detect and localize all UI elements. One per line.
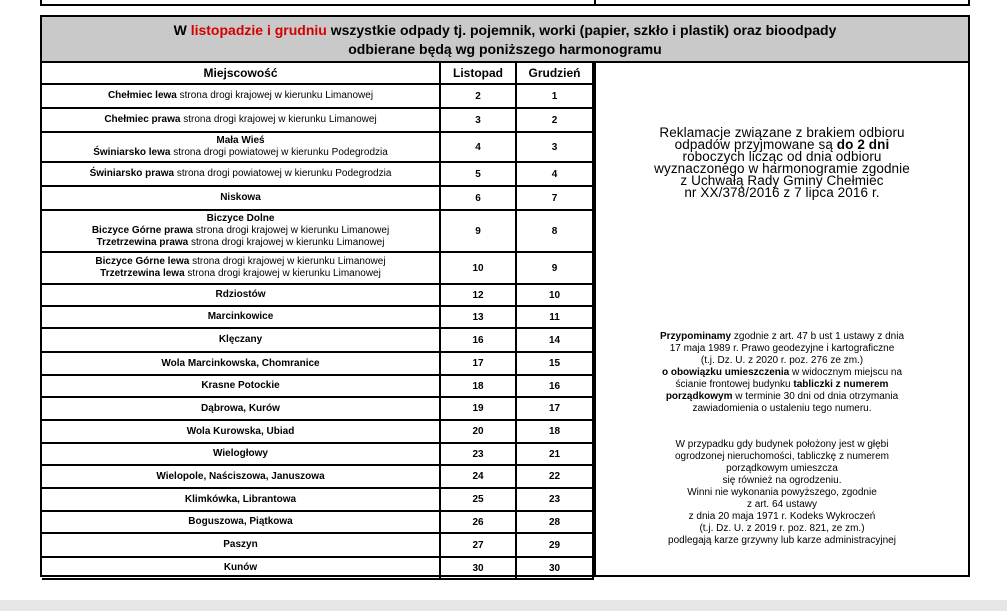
place-line (45, 562, 436, 574)
header-line-2: odbierane będą wg poniższego harmonogramu (348, 41, 662, 57)
table-row (42, 252, 593, 284)
place-line (45, 311, 436, 323)
reminder-line (596, 331, 968, 343)
december-day-cell: 15 (516, 352, 593, 375)
november-day-cell: 16 (440, 328, 516, 352)
place-name: Kunów (223, 562, 258, 573)
table-row (42, 557, 593, 579)
table-row (42, 465, 593, 488)
table-row (42, 108, 593, 132)
place-name: Trzetrzewina prawa (96, 237, 189, 248)
text: ogrodzonej nieruchomości, tabliczkę z numerem (675, 451, 889, 462)
place-line (45, 380, 436, 392)
place-description: strona drogi krajowej w kierunku Limanowej (180, 114, 377, 125)
december-day-cell: 3 (516, 132, 593, 162)
december-day-cell: 7 (516, 186, 593, 210)
table-row (42, 328, 593, 352)
reminder-line (596, 403, 968, 415)
table-body (42, 84, 593, 579)
place-description: strona drogi krajowej w kierunku Limanowej (176, 90, 374, 101)
place-line (45, 168, 436, 180)
bold-text: tabliczki z numerem (793, 379, 889, 390)
place-name: Biczyce Górne prawa (91, 225, 193, 236)
december-day-cell: 30 (516, 557, 593, 579)
header-highlight-months: listopadzie i grudniu (190, 22, 327, 38)
table-row (42, 132, 593, 162)
place-cell (42, 306, 440, 328)
place-cell (42, 533, 440, 557)
table-row (42, 284, 593, 306)
text: zgodnie z art. 47 b ust 1 ustawy z dnia (731, 331, 905, 342)
december-day-cell: 9 (516, 252, 593, 284)
place-cell (42, 443, 440, 465)
table-row (42, 306, 593, 328)
november-day-cell: 4 (440, 132, 516, 162)
place-cell (42, 162, 440, 186)
december-day-cell: 18 (516, 420, 593, 443)
penalty-line (596, 535, 968, 547)
place-name: Wielogłowy (213, 448, 268, 459)
text: z Uchwałą Rady Gminy Chełmiec (680, 173, 884, 188)
place-description: strona drogi krajowej w kierunku Limanowej (188, 237, 385, 248)
november-day-cell: 2 (440, 84, 516, 108)
december-day-cell: 11 (516, 306, 593, 328)
penalty-line (596, 475, 968, 487)
place-line (45, 135, 436, 147)
november-day-cell: 27 (440, 533, 516, 557)
penalty-line (596, 463, 968, 475)
table-row (42, 162, 593, 186)
place-name: Świniarsko lewa (93, 147, 171, 158)
place-line (45, 334, 436, 346)
reminder-line (596, 367, 968, 379)
reminder-line (596, 391, 968, 403)
column-header-december: Grudzień (516, 63, 593, 84)
reminder-line (596, 355, 968, 367)
place-name: Biczyce Górne lewa (95, 256, 190, 267)
penalty-line (596, 523, 968, 535)
place-name: Marcinkowice (207, 311, 274, 322)
december-day-cell: 28 (516, 511, 593, 533)
text: z art. 64 ustawy (746, 499, 818, 510)
table-row (42, 84, 593, 108)
table-row (42, 186, 593, 210)
text: roboczych licząc od dnia odbioru (682, 149, 882, 164)
text: Winni nie wykonania powyższego, zgodnie (687, 487, 877, 498)
complaints-note (596, 127, 968, 199)
place-cell (42, 511, 440, 533)
text: zawiadomienia o ustaleniu tego numeru. (692, 403, 872, 414)
bold-text: porządkowym (665, 391, 733, 402)
place-cell (42, 210, 440, 252)
table-header-row (42, 63, 593, 84)
table-row (42, 210, 593, 252)
text: porządkowym umieszcza (726, 463, 838, 474)
text: w terminie 30 dni od dnia otrzymania (732, 391, 899, 402)
place-cell (42, 132, 440, 162)
november-day-cell: 3 (440, 108, 516, 132)
place-name: Wola Kurowska, Ubiad (186, 425, 295, 437)
text: ścianie frontowej budynku (675, 379, 794, 390)
place-name: Wielopole, Naściszowa, Januszowa (156, 470, 325, 482)
place-line (45, 403, 436, 415)
november-day-cell: 23 (440, 443, 516, 465)
place-cell (42, 375, 440, 397)
december-day-cell: 8 (516, 210, 593, 252)
previous-table-divider (594, 0, 596, 6)
place-name: Paszyn (223, 539, 258, 550)
table-row (42, 511, 593, 533)
place-name: Krasne Potockie (201, 380, 280, 391)
address-plate-reminder (596, 331, 968, 415)
november-day-cell: 25 (440, 488, 516, 511)
place-description: strona drogi powiatowej w kierunku Podegrodzia (170, 147, 388, 158)
complaints-line (596, 187, 968, 199)
november-day-cell: 30 (440, 557, 516, 579)
penalty-line (596, 499, 968, 511)
table-row (42, 443, 593, 465)
place-cell (42, 84, 440, 108)
text: podlegają karze grzywny lub karze administracyjnej (668, 535, 896, 546)
place-line (45, 237, 436, 249)
schedule-table (42, 63, 594, 580)
penalty-line (596, 439, 968, 451)
place-cell (42, 420, 440, 443)
place-line (45, 147, 436, 159)
place-line (45, 192, 436, 204)
place-name: Klimkówka, Librantowa (184, 493, 297, 505)
november-day-cell: 20 (440, 420, 516, 443)
place-description: strona drogi krajowej w kierunku Limanowej (184, 268, 381, 279)
december-day-cell: 22 (516, 465, 593, 488)
place-name: Trzetrzewina lewa (100, 268, 185, 279)
reminder-line (596, 379, 968, 391)
place-line (45, 426, 436, 438)
place-line (45, 225, 436, 237)
place-name: Klęczany (218, 334, 263, 345)
place-name: Dąbrowa, Kurów (201, 402, 280, 414)
header-line-1 (42, 21, 968, 40)
place-name: Wola Marcinkowska, Chomranice (161, 357, 320, 369)
table-row (42, 375, 593, 397)
place-line (45, 213, 436, 225)
bold-text: do 2 dni (836, 137, 890, 152)
text: wyznaczonego w harmonogramie zgodnie (654, 161, 910, 176)
november-day-cell: 9 (440, 210, 516, 252)
column-header-place: Miejscowość (42, 63, 440, 84)
reminder-line (596, 343, 968, 355)
place-description: strona drogi krajowej w kierunku Limanowej (192, 225, 390, 236)
place-name: Świniarsko prawa (89, 168, 175, 179)
place-name: Rdziostów (215, 289, 266, 300)
place-line (45, 471, 436, 483)
place-line (45, 268, 436, 280)
december-day-cell: 4 (516, 162, 593, 186)
penalty-line (596, 451, 968, 463)
place-cell (42, 328, 440, 352)
place-cell (42, 352, 440, 375)
place-line (45, 516, 436, 528)
place-cell (42, 465, 440, 488)
november-day-cell: 6 (440, 186, 516, 210)
penalty-note (596, 439, 968, 547)
penalty-line (596, 487, 968, 499)
text: Reklamacje związane z brakiem odbioru (659, 125, 905, 140)
text: w widocznym miejscu na (789, 367, 903, 378)
november-day-cell: 13 (440, 306, 516, 328)
place-name: Mała Wieś (216, 135, 265, 146)
place-cell (42, 108, 440, 132)
place-name: Boguszowa, Piątkowa (188, 516, 293, 527)
bold-text: o obowiązku umieszczenia (661, 367, 790, 378)
place-line (45, 90, 436, 102)
header-waste-types: wszystkie odpady tj. pojemnik, worki (papier, szkło i plastik) oraz bioodpady (326, 22, 837, 38)
november-day-cell: 24 (440, 465, 516, 488)
place-name: Chełmiec prawa (104, 114, 181, 125)
penalty-line (596, 511, 968, 523)
december-day-cell: 29 (516, 533, 593, 557)
place-description: strona drogi krajowej w kierunku Limanowej (189, 256, 386, 267)
header-prefix: W (173, 22, 191, 38)
place-cell (42, 252, 440, 284)
november-day-cell: 5 (440, 162, 516, 186)
november-day-cell: 18 (440, 375, 516, 397)
place-cell (42, 488, 440, 511)
november-day-cell: 12 (440, 284, 516, 306)
column-header-november: Listopad (440, 63, 516, 84)
text: W przypadku gdy budynek położony jest w głębi (675, 439, 889, 450)
december-day-cell: 23 (516, 488, 593, 511)
place-line (45, 114, 436, 126)
place-line (45, 494, 436, 506)
december-day-cell: 14 (516, 328, 593, 352)
november-day-cell: 10 (440, 252, 516, 284)
place-cell (42, 284, 440, 306)
place-line (45, 289, 436, 301)
info-panel (594, 63, 968, 575)
page-bottom-gap (0, 600, 1007, 611)
text: się również na ogrodzeniu. (722, 475, 842, 486)
text: nr XX/378/2016 z 7 lipca 2016 r. (684, 185, 880, 200)
december-day-cell: 17 (516, 397, 593, 420)
table-row (42, 420, 593, 443)
place-cell (42, 186, 440, 210)
table-row (42, 488, 593, 511)
table-row (42, 352, 593, 375)
december-day-cell: 21 (516, 443, 593, 465)
schedule-document (40, 15, 970, 577)
place-cell (42, 397, 440, 420)
place-cell (42, 557, 440, 579)
place-name: Biczyce Dolne (206, 213, 275, 224)
place-description: strona drogi powiatowej w kierunku Podegrodzia (174, 168, 392, 179)
table-row (42, 397, 593, 420)
text: odpadów przyjmowane są (674, 137, 837, 152)
place-line (45, 448, 436, 460)
december-day-cell: 16 (516, 375, 593, 397)
november-day-cell: 26 (440, 511, 516, 533)
november-day-cell: 17 (440, 352, 516, 375)
previous-table-edge (40, 0, 970, 6)
text: z dnia 20 maja 1971 r. Kodeks Wykroczeń (688, 511, 876, 522)
december-day-cell: 2 (516, 108, 593, 132)
text: (t.j. Dz. U. z 2020 r. poz. 276 ze zm.) (700, 355, 864, 366)
place-line (45, 358, 436, 370)
bold-text: Przypominamy (659, 331, 732, 342)
december-day-cell: 10 (516, 284, 593, 306)
place-name: Chełmiec lewa (107, 90, 177, 101)
place-line (45, 539, 436, 551)
text: (t.j. Dz. U. z 2019 r. poz. 821, ze zm.) (699, 523, 865, 534)
text: 17 maja 1989 r. Prawo geodezyjne i kartograficzne (669, 343, 895, 354)
schedule-header (42, 17, 968, 63)
schedule-content (42, 63, 968, 575)
table-row (42, 533, 593, 557)
november-day-cell: 19 (440, 397, 516, 420)
place-line (45, 256, 436, 268)
place-name: Niskowa (220, 192, 261, 203)
december-day-cell: 1 (516, 84, 593, 108)
